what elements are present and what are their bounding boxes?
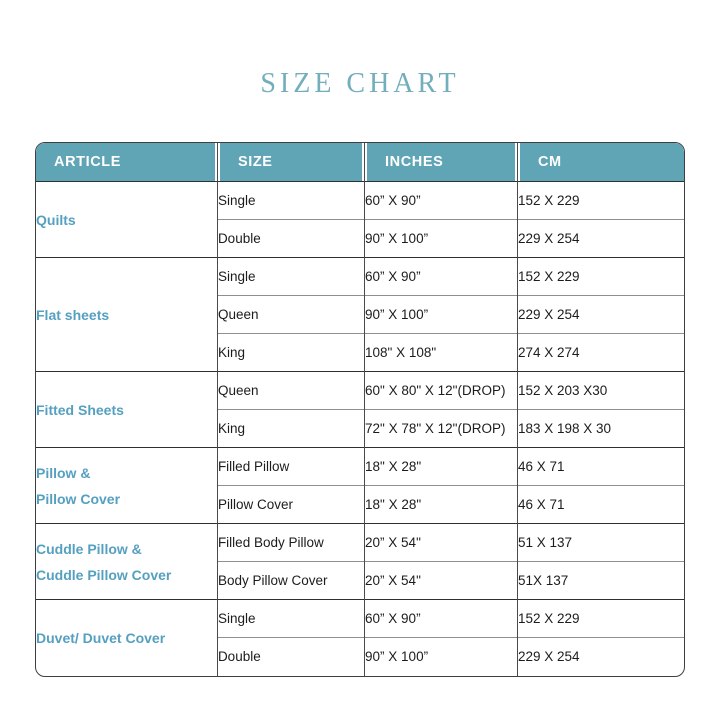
cm-cell: 152 X 229	[517, 258, 684, 296]
inches-cell: 20” X 54"	[365, 562, 518, 600]
size-cell: King	[217, 410, 364, 448]
header-cm-label: CM	[520, 143, 684, 181]
inches-cell: 60” X 90”	[365, 258, 518, 296]
cm-cell: 152 X 229	[517, 182, 684, 220]
article-flat-sheets: Flat sheets	[36, 258, 217, 372]
header-article-label: ARTICLE	[36, 143, 215, 181]
cm-cell: 152 X 203 X30	[517, 372, 684, 410]
inches-cell: 60" X 80" X 12"(DROP)	[365, 372, 518, 410]
inches-cell: 18" X 28"	[365, 448, 518, 486]
size-cell: Filled Pillow	[217, 448, 364, 486]
cm-cell: 229 X 254	[517, 296, 684, 334]
inches-cell: 60” X 90”	[365, 182, 518, 220]
size-chart-table	[36, 143, 684, 676]
size-cell: Body Pillow Cover	[217, 562, 364, 600]
size-cell: Double	[217, 220, 364, 258]
cm-cell: 229 X 254	[517, 220, 684, 258]
size-cell: Filled Body Pillow	[217, 524, 364, 562]
inches-cell: 72" X 78" X 12"(DROP)	[365, 410, 518, 448]
size-cell: Single	[217, 600, 364, 638]
size-cell: Single	[217, 258, 364, 296]
inches-cell: 90” X 100”	[365, 220, 518, 258]
table-row	[36, 448, 684, 486]
size-cell: Double	[217, 638, 364, 676]
size-cell: Queen	[217, 296, 364, 334]
article-duvet: Duvet/ Duvet Cover	[36, 600, 217, 676]
header-inches	[365, 143, 518, 182]
page-title: SIZE CHART	[260, 68, 460, 99]
header-size-label: SIZE	[220, 143, 362, 181]
inches-cell: 20” X 54"	[365, 524, 518, 562]
inches-cell: 90” X 100”	[365, 638, 518, 676]
article-fitted-sheets: Fitted Sheets	[36, 372, 217, 448]
inches-cell: 90” X 100”	[365, 296, 518, 334]
table-row	[36, 182, 684, 220]
header-inches-label: INCHES	[367, 143, 515, 181]
inches-cell: 18" X 28"	[365, 486, 518, 524]
inches-cell: 60” X 90”	[365, 600, 518, 638]
header-cm	[517, 143, 684, 182]
article-cuddle-pillow: Cuddle Pillow & Cuddle Pillow Cover	[36, 524, 217, 600]
header-size	[217, 143, 364, 182]
size-cell: Single	[217, 182, 364, 220]
cm-cell: 229 X 254	[517, 638, 684, 676]
header-article	[36, 143, 217, 182]
size-chart-table-card	[35, 142, 685, 677]
table-row	[36, 258, 684, 296]
cm-cell: 152 X 229	[517, 600, 684, 638]
cm-cell: 46 X 71	[517, 448, 684, 486]
header-row	[36, 143, 684, 182]
table-row	[36, 600, 684, 638]
size-cell: King	[217, 334, 364, 372]
table-row	[36, 372, 684, 410]
cm-cell: 51 X 137	[517, 524, 684, 562]
size-cell: Queen	[217, 372, 364, 410]
cm-cell: 274 X 274	[517, 334, 684, 372]
inches-cell: 108" X 108"	[365, 334, 518, 372]
table-row	[36, 524, 684, 562]
cm-cell: 183 X 198 X 30	[517, 410, 684, 448]
article-pillow: Pillow & Pillow Cover	[36, 448, 217, 524]
cm-cell: 51X 137	[517, 562, 684, 600]
cm-cell: 46 X 71	[517, 486, 684, 524]
article-quilts: Quilts	[36, 182, 217, 258]
size-cell: Pillow Cover	[217, 486, 364, 524]
